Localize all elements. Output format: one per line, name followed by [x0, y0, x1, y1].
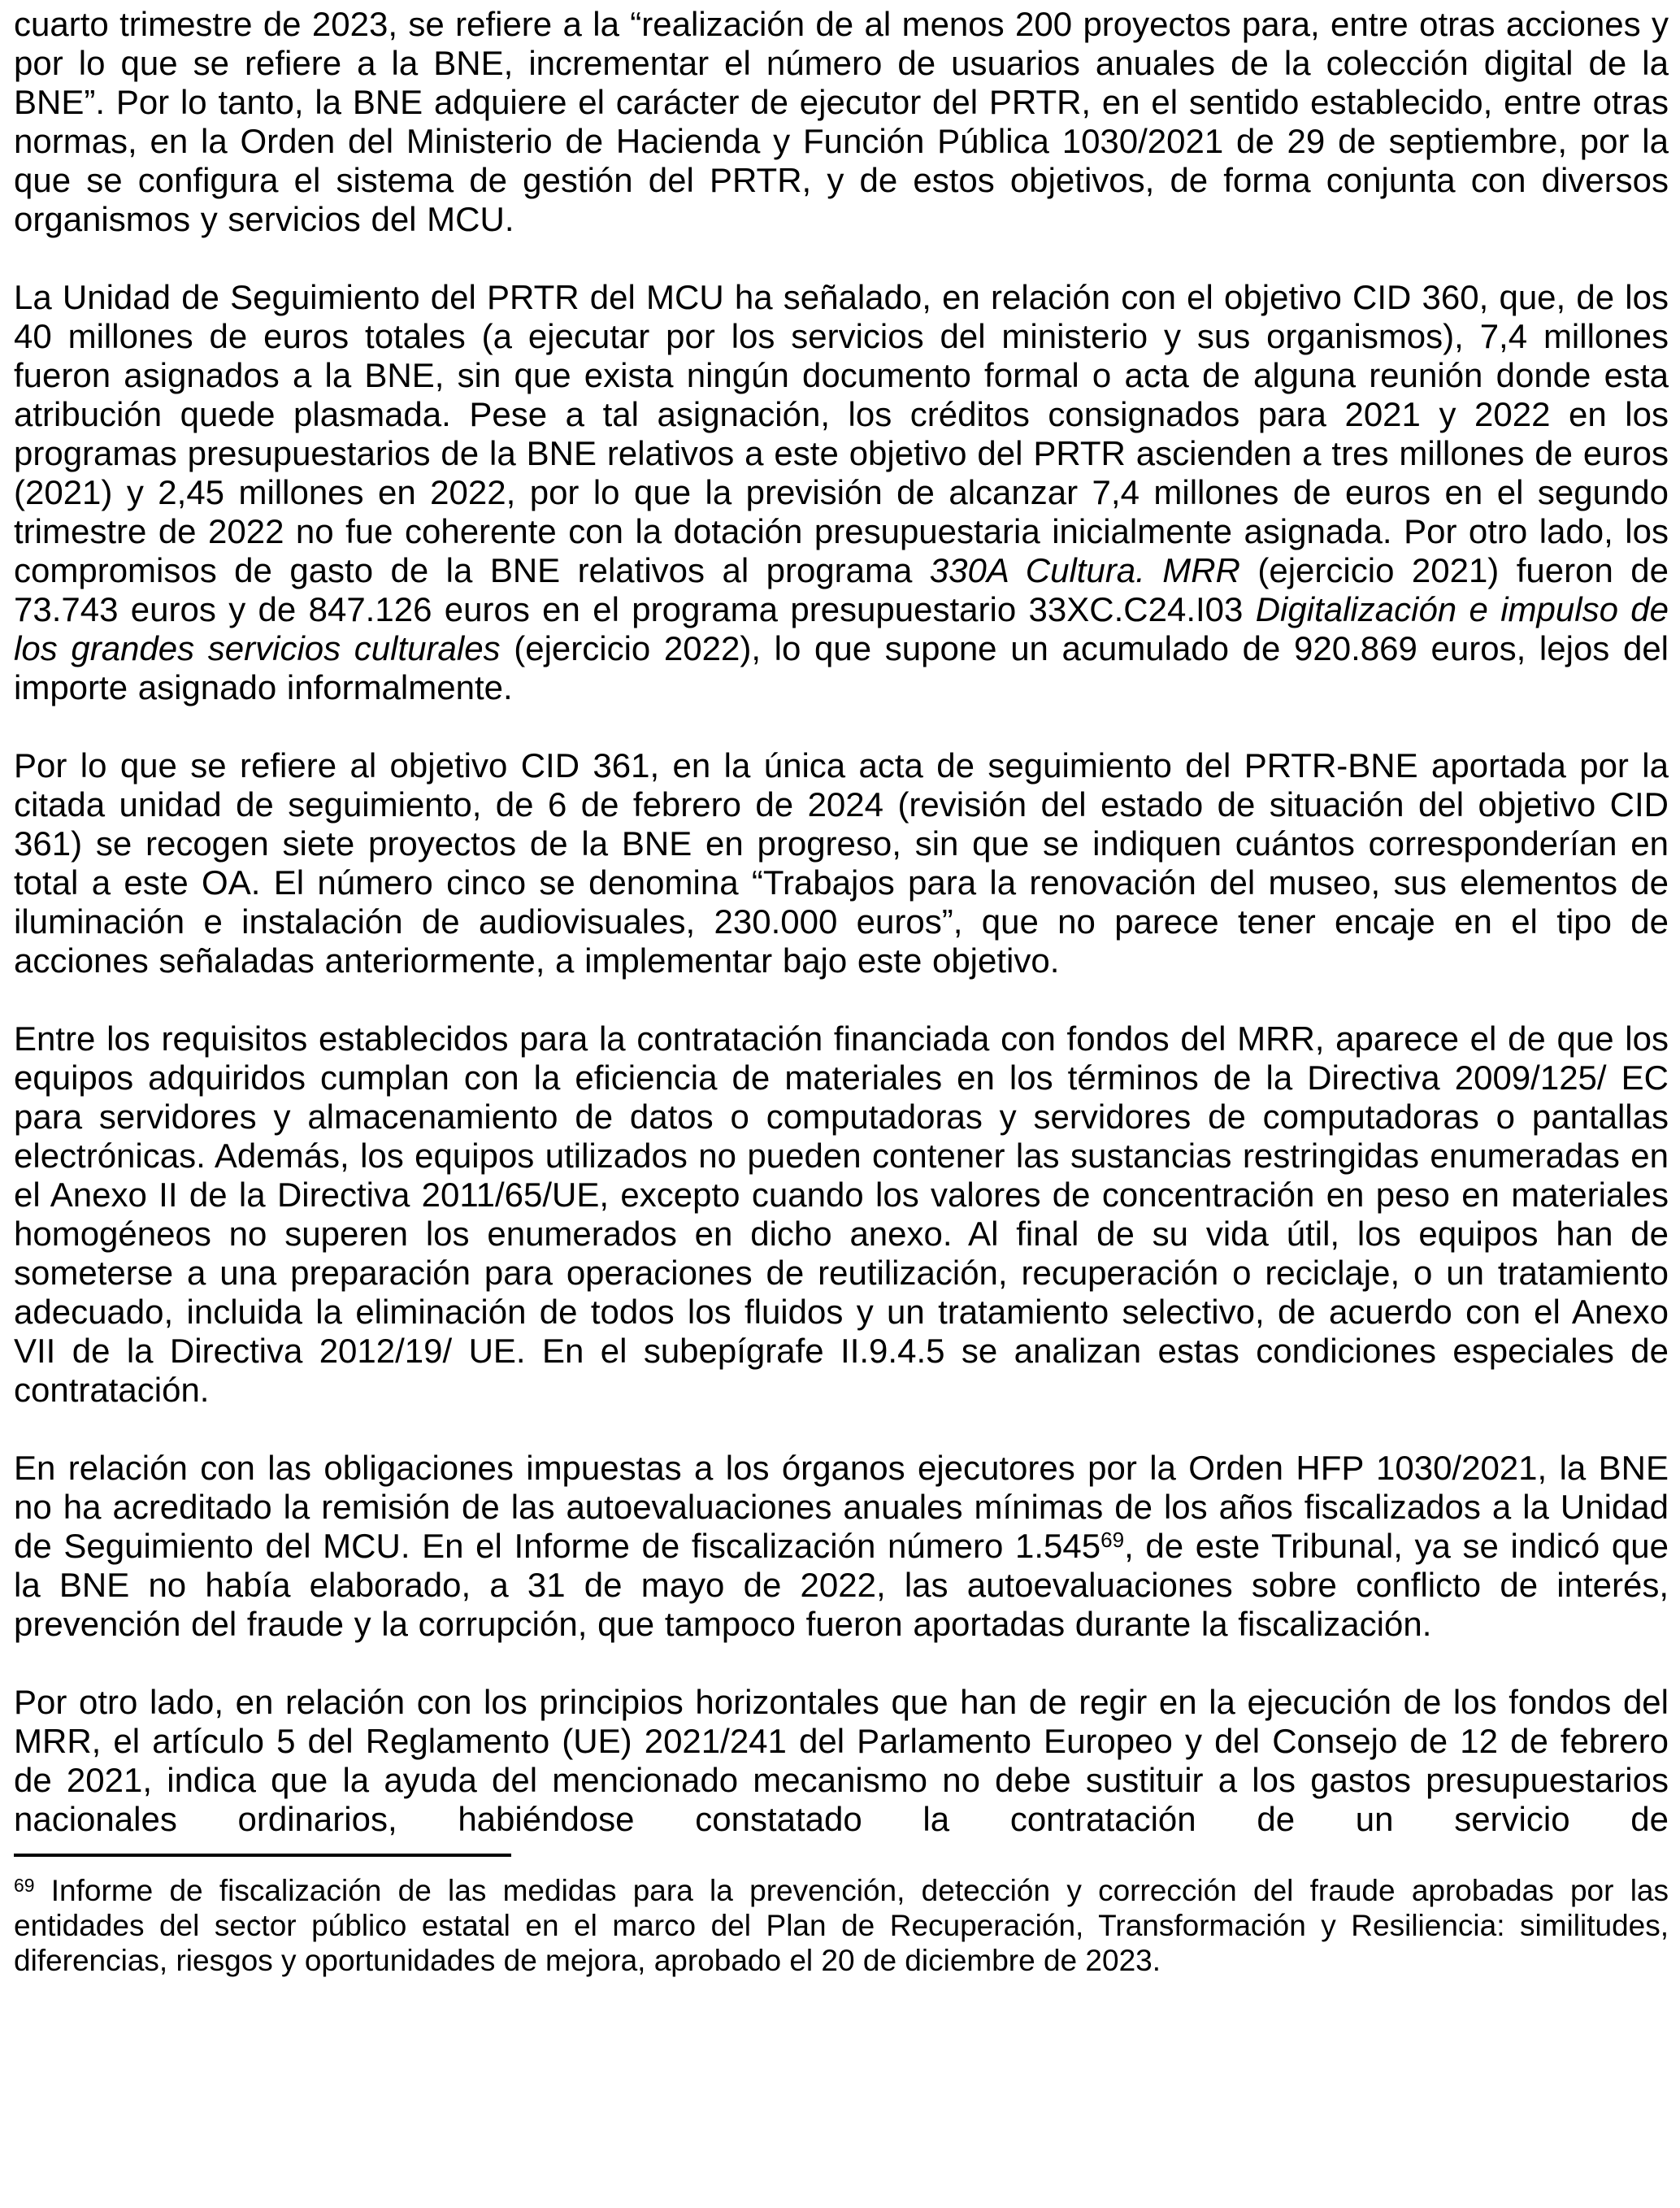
- paragraph-6: [14, 1683, 1669, 1839]
- text-segment: Digitalización e impulso de los grandes servicios culturales: [14, 590, 1669, 667]
- text-segment: Entre los requisitos establecidos para la contratación financiada con fondos del MRR, aparece el de que los equipos adquiridos cumplan con la eficiencia de materiales en los términos de la Directiva 2009/125/ EC para servidores y almacenamiento de datos o computadoras y servidores de computadoras o pantallas electrónicas. Además, los equipos utilizados no pueden contener las sustancias restringidas enumeradas en el Anexo II de la Directiva 2011/65/UE, excepto cuando los valores de concentración en peso en materiales homogéneos no superen los enumerados en dicho anexo. Al final de su vida útil, los equipos han de someterse a una preparación para operaciones de reutilización, recuperación o reciclaje, o un tratamiento adecuado, incluida la eliminación de todos los fluidos y un tratamiento selectivo, de acuerdo con el Anexo VII de la Directiva 2012/19/ UE. En el subepígrafe II.9.4.5 se analizan estas condiciones especiales de contratación.: [14, 1019, 1669, 1409]
- paragraph-4: [14, 1019, 1669, 1410]
- footnote-separator: [14, 1854, 511, 1857]
- text-segment: Por otro lado, en relación con los principios horizontales que han de regir en la ejecución de los fondos del MRR, el artículo 5 del Reglamento (UE) 2021/241 del Parlamento Europeo y del Consejo de 12 de febrero de 2021, indica que la ayuda del mencionado mecanismo no debe sustituir a los gastos presupuestarios nacionales ordinarios, habiéndose constatado la contratación de un servicio de: [14, 1683, 1669, 1838]
- paragraph-1: [14, 5, 1669, 239]
- paragraph-5: [14, 1449, 1669, 1644]
- text-segment: En relación con las obligaciones impuestas a los órganos ejecutores por la Orden HFP 1030/2021, la BNE no ha acreditado la remisión de las autoevaluaciones anuales mínimas de los años fiscalizados a la Unidad de Seguimiento del MCU. En el Informe de fiscalización número 1.545: [14, 1449, 1669, 1565]
- text-segment: (ejercicio 2022), lo que supone un acumulado de 920.869 euros, lejos del importe asignado informalmente.: [14, 629, 1669, 706]
- text-segment: cuarto trimestre de 2023, se refiere a la “realización de al menos 200 proyectos para, entre otras acciones y por lo que se refiere a la BNE, incrementar el número de usuarios anuales de la colección digital de la BNE”. Por lo tanto, la BNE adquiere el carácter de ejecutor del PRTR, en el sentido establecido, entre otras normas, en la Orden del Ministerio de Hacienda y Función Pública 1030/2021 de 29 de septiembre, por la que se configura el sistema de gestión del PRTR, y de estos objetivos, de forma conjunta con diversos organismos y servicios del MCU.: [14, 5, 1669, 238]
- text-segment: (ejercicio 2021) fueron de 73.743 euros y de 847.126 euros en el programa presupuestario 33XC.C24.I03: [14, 551, 1669, 628]
- footnote: [14, 1873, 1669, 1978]
- footnote-reference: 69: [1100, 1527, 1125, 1552]
- text-segment: 330A Cultura. MRR: [929, 551, 1240, 589]
- text-segment: , de este Tribunal, ya se indicó que la BNE no había elaborado, a 31 de mayo de 2022, las autoevaluaciones sobre conflicto de interés, prevención del fraude y la corrupción, que tampoco fueron aportadas durante la fiscalización.: [14, 1527, 1669, 1643]
- paragraph-3: [14, 746, 1669, 980]
- footnote-text: Informe de fiscalización de las medidas para la prevención, detección y corrección del fraude aprobadas por las entidades del sector público estatal en el marco del Plan de Recuperación, Transformación y Resiliencia: similitudes, diferencias, riesgos y oportunidades de mejora, aprobado el 20 de diciembre de 2023.: [14, 1874, 1669, 1977]
- text-segment: Por lo que se refiere al objetivo CID 361, en la única acta de seguimiento del PRTR-BNE aportada por la citada unidad de seguimiento, de 6 de febrero de 2024 (revisión del estado de situación del objetivo CID 361) se recogen siete proyectos de la BNE en progreso, sin que se indiquen cuántos corresponderían en total a este OA. El número cinco se denomina “Trabajos para la renovación del museo, sus elementos de iluminación e instalación de audiovisuales, 230.000 euros”, que no parece tener encaje en el tipo de acciones señaladas anteriormente, a implementar bajo este objetivo.: [14, 746, 1669, 980]
- footnote-marker: 69: [14, 1874, 35, 1896]
- text-segment: La Unidad de Seguimiento del PRTR del MCU ha señalado, en relación con el objetivo CID 360, que, de los 40 millones de euros totales (a ejecutar por los servicios del ministerio y sus organismos), 7,4 millones fueron asignados a la BNE, sin que exista ningún documento formal o acta de alguna reunión donde esta atribución quede plasmada. Pese a tal asignación, los créditos consignados para 2021 y 2022 en los programas presupuestarios de la BNE relativos a este objetivo del PRTR ascienden a tres millones de euros (2021) y 2,45 millones en 2022, por lo que la previsión de alcanzar 7,4 millones de euros en el segundo trimestre de 2022 no fue coherente con la dotación presupuestaria inicialmente asignada. Por otro lado, los compromisos de gasto de la BNE relativos al programa: [14, 278, 1669, 589]
- document-body: [14, 5, 1669, 1839]
- paragraph-2: [14, 278, 1669, 707]
